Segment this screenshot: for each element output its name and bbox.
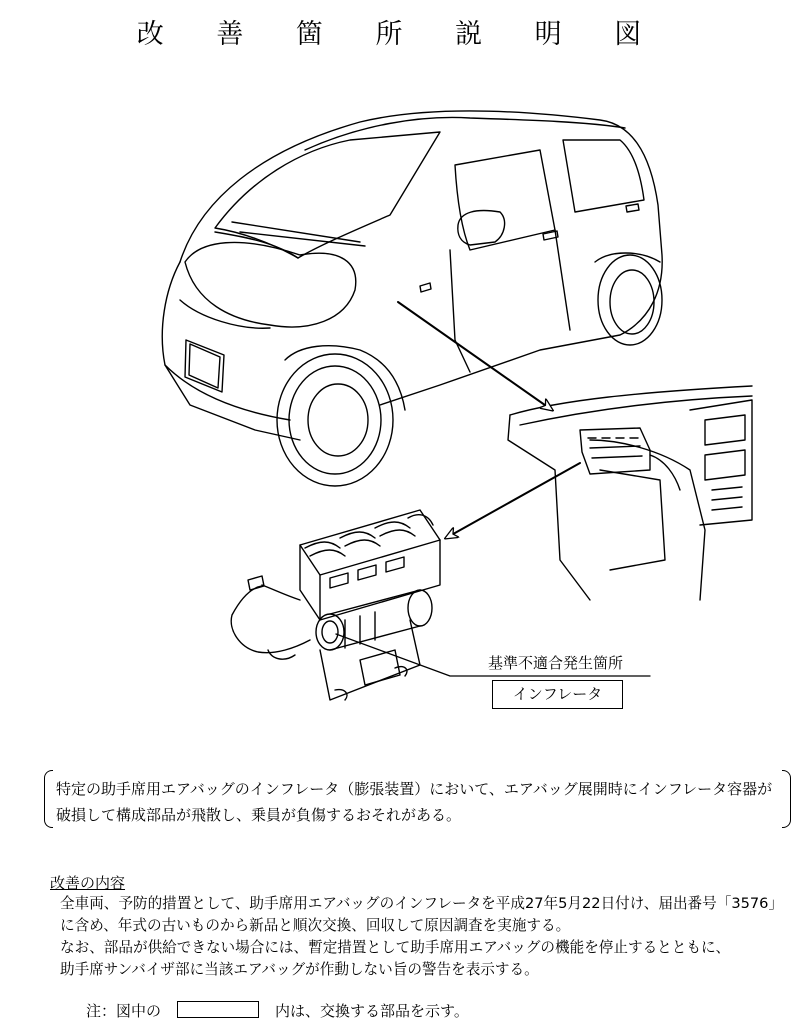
arrow-to-module [446,463,580,538]
airbag-module-drawing [231,510,440,700]
defect-description: 特定の助手席用エアバッグのインフレータ（膨張装置）において、エアバッグ展開時にインフレータ容器が破損して構成部品が飛散し、乗員が負傷するおそれがある。 [56,780,773,824]
nonconformity-location-label: 基準不適合発生箇所 [488,654,624,672]
note-suffix: 内は、交換する部品を示す。 [275,1002,469,1020]
footnote [86,1000,469,1021]
improvement-line: に含め、年式の古いものから新品と順次交換、回収して原因調査を実施する。 [60,917,571,934]
improvement-body [60,893,790,981]
improvement-line: なお、部品が供給できない場合には、暫定措置として助手席用エアバッグの機能を停止するとともに、 [60,939,731,956]
improvement-heading: 改善の内容 [50,874,126,892]
bracket-left [44,770,53,828]
note-legend-box [177,1001,259,1018]
arrow-to-dashboard [398,302,552,410]
note-prefix: 注：図中の [86,1002,162,1020]
inflator-label-box: インフレータ [492,680,623,709]
improvement-line: 助手席サンバイザ部に当該エアバッグが作動しない旨の警告を表示する。 [60,961,539,978]
improvement-line: 全車両、予防的措置として、助手席用エアバッグのインフレータを平成27年5月22日付け、届出番号「3576」 [60,895,784,912]
page-title: 改 善 箇 所 説 明 図 [136,19,664,50]
dashboard-drawing [508,386,752,600]
